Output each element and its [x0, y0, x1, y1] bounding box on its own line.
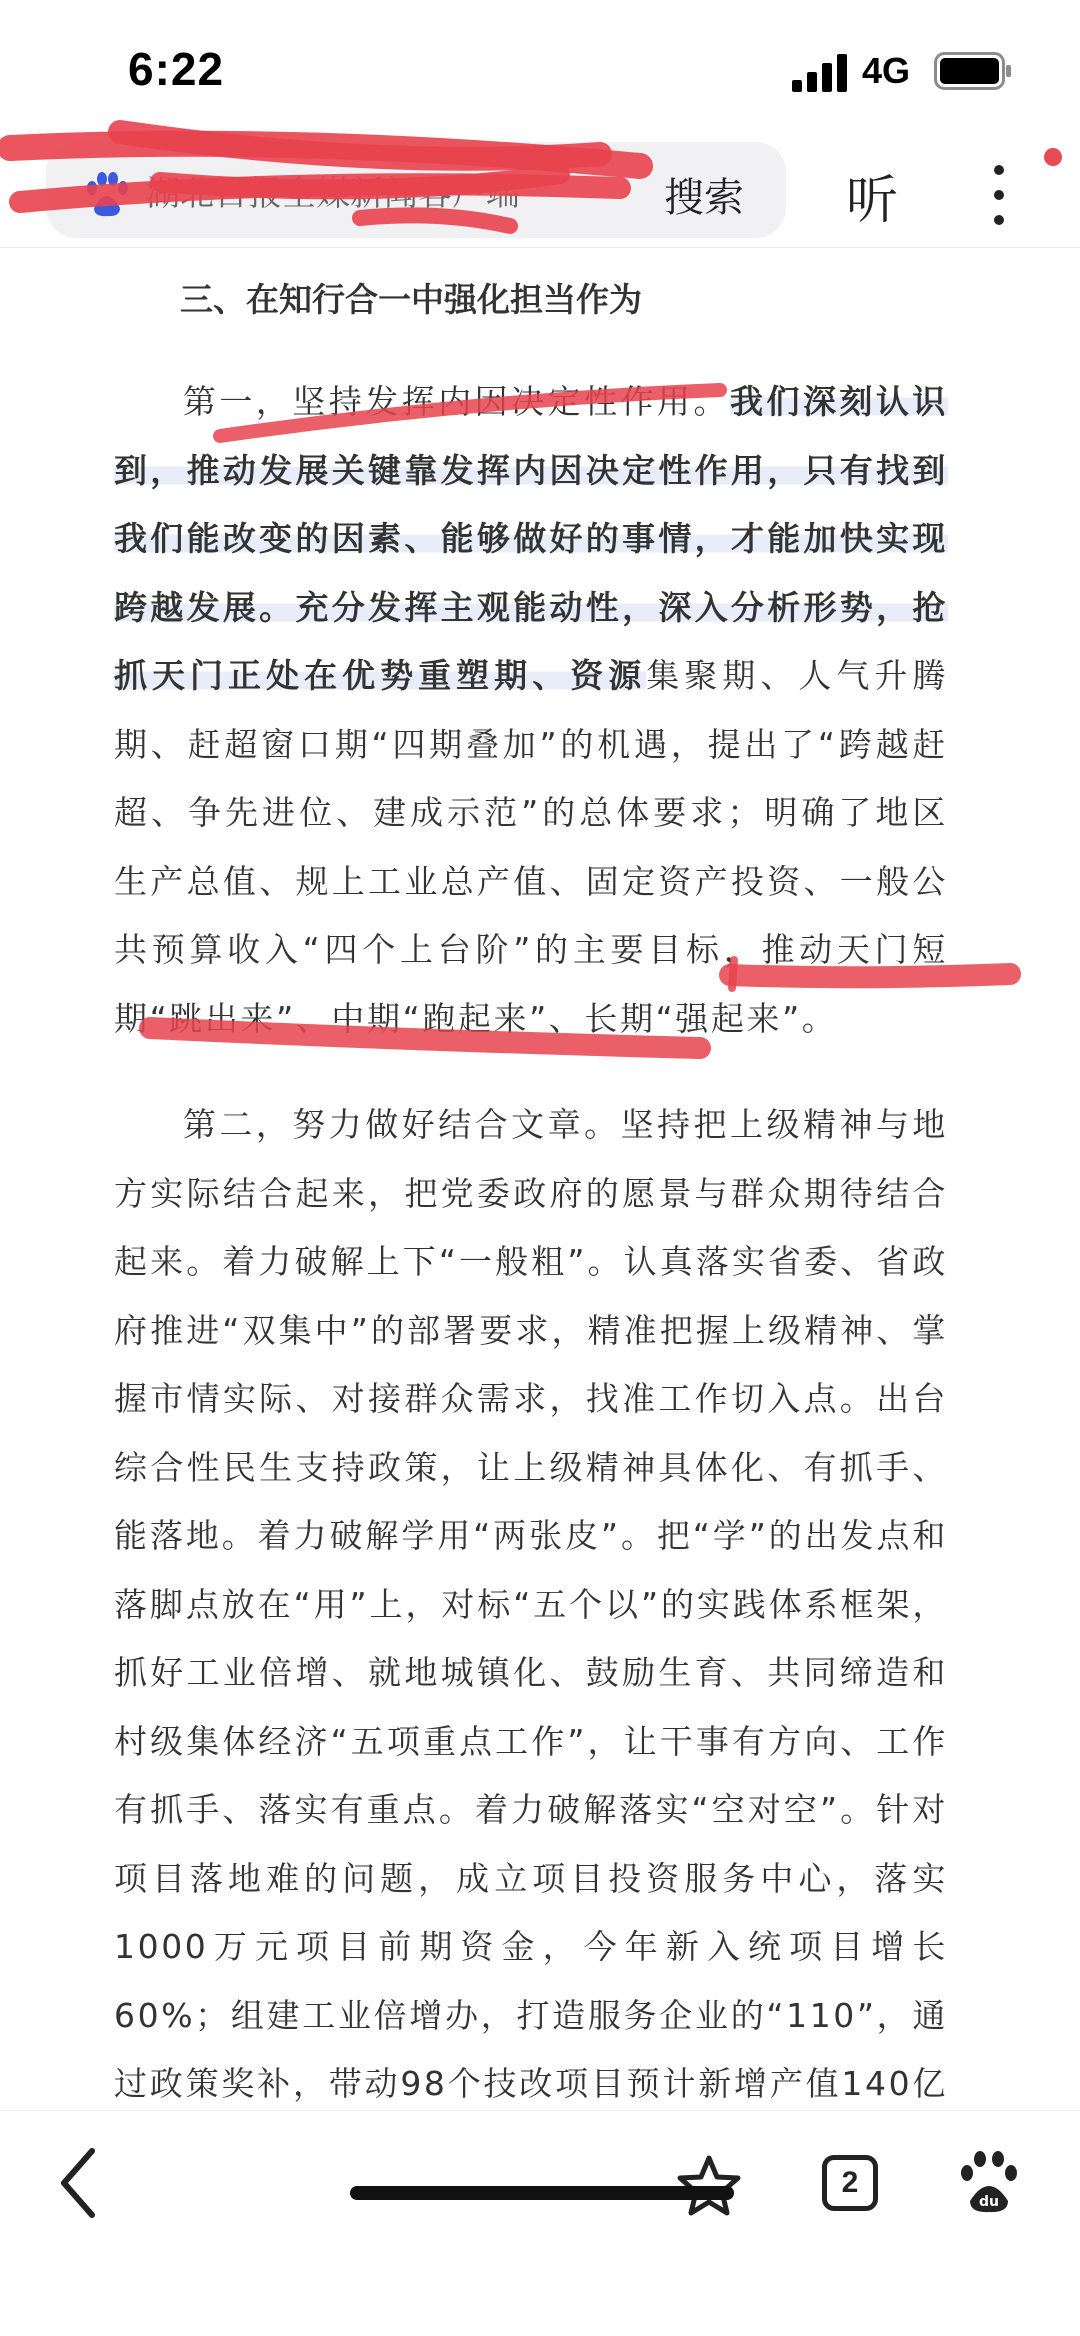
notification-dot	[1044, 148, 1062, 166]
paragraph-1-bold-highlight: 我们深刻认识到，推动发展关键靠发挥内因决定性作用，只有找到我们能改变的因素、能够做好的事情，才能加快实现跨越发展。充分发挥主观能动性，深入分析形势，抢抓天门正处在优势重塑期、资源	[114, 382, 948, 695]
status-time: 6:22	[128, 43, 225, 95]
baidu-paw-icon[interactable]	[958, 2149, 1020, 2215]
paragraph-2-text: 第二，努力做好结合文章。坚持把上级精神与地方实际结合起来，把党委政府的愿景与群众期待结合起来。着力破解上下“一般粗”。认真落实省委、省政府推进“双集中”的部署要求，精准把握上级精神、掌握市情实际、对接群众需求，找准工作切入点。出台综合性民生支持政策，让上级精神具体化、有抓手、能落地。着力破解学用“两张皮”。把“学”的出发点和落脚点放在“用”上，对标“五个以”的实践体系框架，抓好工业倍增、就地城镇化、鼓励生育、共同缔造和村级集体经济“五项重点工作”，让干事有方向、工作有抓手、落实有重点。着力破解落实“空对空”。针对项目落地难的问题，成立项目投资服务中心，落实1000万元项目前期资金，今年新入统项目增长60%；组建工业倍增办，打造服务企业的“110”，通过政策奖补，带动98个技改项目预计新增产值140亿	[114, 1105, 948, 2103]
search-button[interactable]: 搜索	[664, 175, 744, 221]
browser-toolbar	[0, 140, 1080, 248]
article-content	[0, 250, 1080, 2110]
tabs-button[interactable]: 2	[822, 2155, 878, 2211]
url-text: 湖北日报全媒新闻客户端	[146, 174, 520, 214]
bottom-navigation	[0, 2110, 1080, 2336]
battery-icon	[934, 52, 1012, 90]
paragraph-1	[114, 368, 948, 1053]
network-type: 4G	[862, 50, 911, 91]
svg-text:du: du	[979, 2194, 999, 2210]
home-indicator[interactable]	[350, 2186, 734, 2200]
listen-button[interactable]: 听	[846, 171, 899, 231]
status-bar	[0, 0, 1080, 140]
paragraph-1-end: 集聚期、人气升腾期、赶超窗口期“四期叠加”的机遇，提出了“跨越赶超、争先进位、建成示范”的总体要求；明确了地区生产总值、规上工业总产值、固定资产投资、一般公共预算收入“四个上台阶”的主要目标，推动天门短期“跳出来”、中期“跑起来”、长期“强起来”。	[114, 656, 948, 1038]
paragraph-2	[114, 1091, 948, 2187]
section-heading: 三、在知行合一中强化担当作为	[180, 280, 642, 319]
back-icon[interactable]	[52, 2145, 106, 2221]
paragraph-1-start: 第一，坚持发挥内因决定性作用。	[182, 382, 731, 421]
address-bar[interactable]	[46, 142, 786, 238]
more-vertical-icon[interactable]	[984, 160, 1014, 230]
signal-strength-icon	[792, 54, 848, 92]
baidu-logo-icon	[82, 170, 132, 220]
